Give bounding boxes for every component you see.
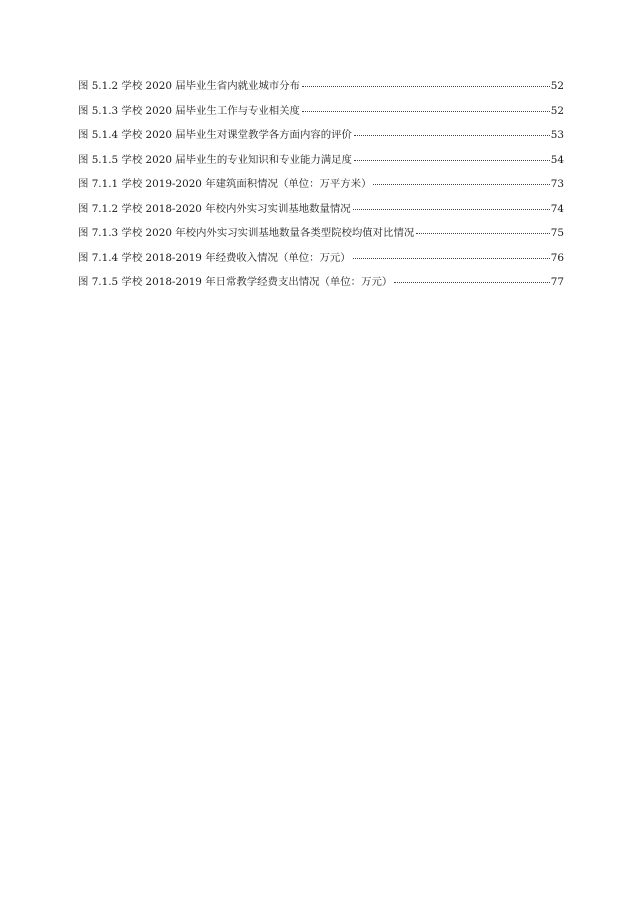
toc-entry-page-number: 52 xyxy=(550,80,564,92)
toc-entry-page-number: 76 xyxy=(550,251,564,264)
toc-dot-leader xyxy=(302,111,550,112)
toc-dot-leader xyxy=(373,184,549,185)
toc-entry-title: 图 5.1.5 学校 2020 届毕业生的专业知识和专业能力满足度 xyxy=(78,153,352,166)
toc-dot-leader xyxy=(354,160,550,161)
toc-entry[interactable] xyxy=(78,129,564,154)
toc-dot-leader xyxy=(353,209,550,210)
toc-entry-page-number: 54 xyxy=(550,153,564,166)
toc-entry-title: 图 5.1.2 学校 2020 届毕业生省内就业城市分布 xyxy=(78,80,300,92)
toc-entry-title: 图 7.1.5 学校 2018-2019 年日常教学经费支出情况（单位：万元） xyxy=(78,276,393,288)
toc-entry-page-number: 53 xyxy=(550,129,564,141)
toc-entry-page-number: 74 xyxy=(550,202,564,215)
toc-entry[interactable] xyxy=(78,227,564,252)
toc-entry-page-number: 52 xyxy=(550,104,564,117)
toc-entry[interactable] xyxy=(78,178,564,203)
toc-entry[interactable] xyxy=(78,154,564,179)
toc-entry-page-number: 75 xyxy=(550,227,564,239)
toc-entry-title: 图 7.1.4 学校 2018-2019 年经费收入情况（单位：万元） xyxy=(78,251,351,264)
toc-entry[interactable] xyxy=(78,203,564,228)
toc-entry-title: 图 7.1.2 学校 2018-2020 年校内外实习实训基地数量情况 xyxy=(78,202,351,215)
toc-dot-leader xyxy=(354,135,550,136)
toc-entry[interactable] xyxy=(78,252,564,277)
toc-dot-leader xyxy=(416,233,550,234)
toc-dot-leader xyxy=(394,282,550,283)
toc-entry-title: 图 7.1.3 学校 2020 年校内外实习实训基地数量各类型院校均值对比情况 xyxy=(78,227,415,239)
figure-table-of-contents xyxy=(78,80,564,301)
toc-entry-title: 图 5.1.4 学校 2020 届毕业生对课堂教学各方面内容的评价 xyxy=(78,129,352,141)
toc-entry[interactable] xyxy=(78,80,564,105)
toc-dot-leader xyxy=(353,258,550,259)
toc-entry-title: 图 5.1.3 学校 2020 届毕业生工作与专业相关度 xyxy=(78,104,300,117)
toc-entry-page-number: 73 xyxy=(550,178,564,190)
toc-entry-title: 图 7.1.1 学校 2019-2020 年建筑面积情况（单位：万平方米） xyxy=(78,178,372,190)
toc-entry[interactable] xyxy=(78,105,564,130)
toc-dot-leader xyxy=(302,86,550,87)
toc-entry-page-number: 77 xyxy=(550,276,564,288)
toc-entry[interactable] xyxy=(78,276,564,301)
